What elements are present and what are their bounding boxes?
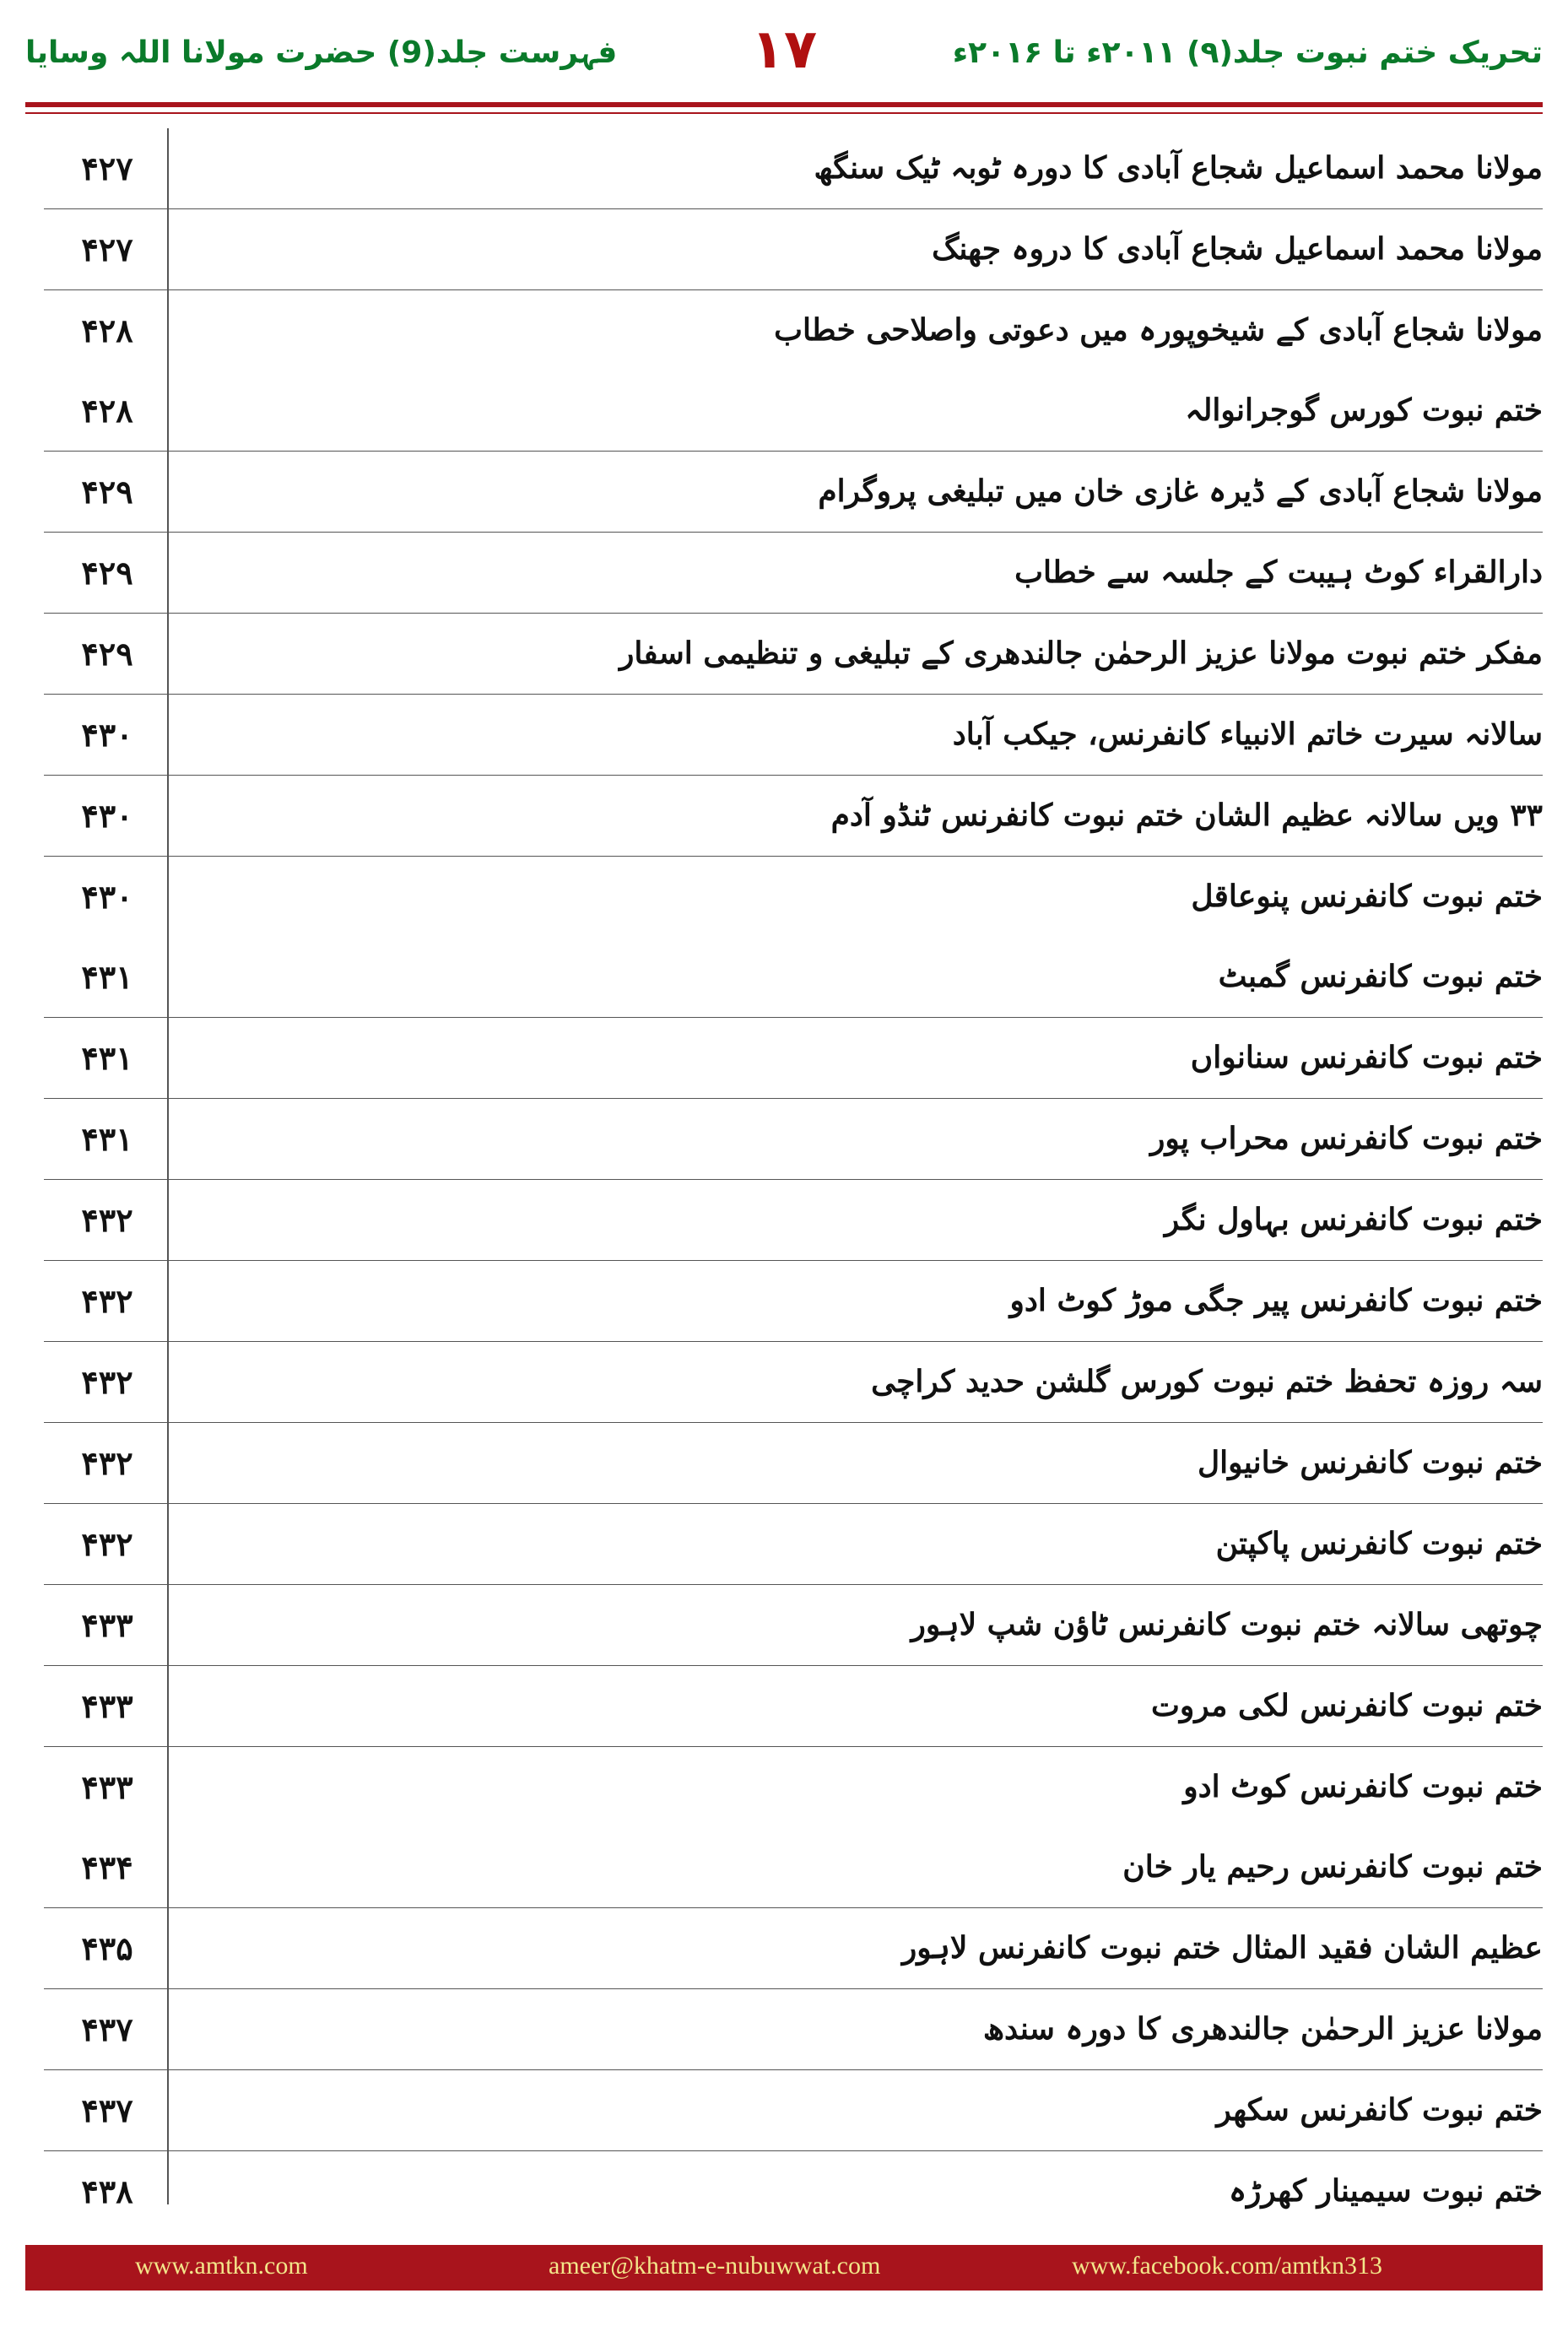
toc-row — [44, 1666, 1543, 1747]
toc-entry-page: ۴۲۸ — [81, 392, 133, 430]
toc-entry-title: ختم نبوت کانفرنس پاکپتن — [1215, 1526, 1543, 1561]
toc-row — [44, 1099, 1543, 1180]
toc-entry-title: ختم نبوت کانفرنس محراب پور — [1150, 1121, 1543, 1156]
toc-row — [44, 209, 1543, 290]
toc-entry-title: ختم نبوت کانفرنس لکی مروت — [1151, 1688, 1543, 1723]
toc-entry-page: ۴۳۱ — [81, 1039, 133, 1077]
toc-entry-page: ۴۳۴ — [81, 1848, 133, 1886]
toc-row — [44, 1747, 1543, 1827]
header-volume-info: فہرست جلد(9) حضرت مولانا اللہ وسایا — [25, 35, 618, 70]
toc-row — [44, 452, 1543, 533]
header-rule-thick — [25, 102, 1543, 107]
toc-entry-title: مولانا محمد اسماعیل شجاع آبادی کا دروہ جھنگ — [932, 231, 1543, 267]
footer-email-link[interactable]: ameer@khatm-e-nubuwwat.com — [549, 2252, 881, 2280]
toc-entry-page: ۴۲۹ — [81, 635, 133, 673]
toc-row — [44, 128, 1543, 209]
toc-entry-title: مولانا عزیز الرحمٰن جالندھری کا دورہ سندھ — [982, 2011, 1543, 2047]
header-rule-thin — [25, 112, 1543, 114]
toc-entry-title: ختم نبوت کانفرنس گمبٹ — [1218, 959, 1543, 994]
toc-row — [44, 290, 1543, 371]
toc-entry-page: ۴۳۳ — [81, 1768, 133, 1806]
toc-entry-page: ۴۳۱ — [81, 1120, 133, 1158]
toc-entry-page: ۴۳۰ — [81, 878, 133, 916]
toc-entry-title: ختم نبوت کانفرنس رحیم یار خان — [1122, 1849, 1543, 1885]
toc-entry-page: ۴۳۵ — [81, 1929, 133, 1967]
toc-entry-page: ۴۳۲ — [81, 1201, 133, 1239]
toc-entry-page: ۴۳۲ — [81, 1363, 133, 1401]
toc-entry-title: سالانہ سیرت خاتم الانبیاء کانفرنس، جیکب آباد — [952, 717, 1543, 752]
toc-entry-page: ۴۲۹ — [81, 473, 133, 511]
table-of-contents — [44, 128, 1543, 2231]
page-header — [0, 0, 1568, 105]
page-footer — [25, 2245, 1543, 2291]
toc-entry-title: ختم نبوت کانفرنس بہاول نگر — [1164, 1202, 1543, 1237]
toc-row — [44, 695, 1543, 776]
toc-row — [44, 1342, 1543, 1423]
toc-entry-title: ختم نبوت کانفرنس پیر جگی موڑ کوٹ ادو — [1009, 1283, 1543, 1318]
footer-website-link[interactable]: www.amtkn.com — [135, 2252, 308, 2280]
toc-row — [44, 1504, 1543, 1585]
toc-row — [44, 1261, 1543, 1342]
toc-row — [44, 1908, 1543, 1989]
toc-row — [44, 1018, 1543, 1099]
toc-row — [44, 857, 1543, 937]
toc-entry-title: ختم نبوت کانفرنس سکھر — [1216, 2092, 1543, 2128]
toc-row — [44, 937, 1543, 1018]
header-book-title: تحریک ختم نبوت جلد(۹) ۲۰۱۱ء تا ۲۰۱۶ء — [952, 35, 1543, 70]
toc-row — [44, 1989, 1543, 2070]
toc-row — [44, 1827, 1543, 1908]
page-number: ۱۷ — [750, 19, 818, 81]
toc-entry-title: عظیم الشان فقید المثال ختم نبوت کانفرنس لاہور — [901, 1930, 1543, 1966]
toc-entry-page: ۴۳۲ — [81, 1444, 133, 1482]
toc-entry-page: ۴۳۳ — [81, 1687, 133, 1725]
toc-entry-title: ختم نبوت سیمینار کھرڑہ — [1228, 2173, 1543, 2209]
toc-entry-title: ختم نبوت کانفرنس کوٹ ادو — [1183, 1769, 1543, 1804]
toc-entry-page: ۴۳۲ — [81, 1282, 133, 1320]
toc-row — [44, 2151, 1543, 2231]
toc-entry-title: ختم نبوت کانفرنس خانیوال — [1197, 1445, 1543, 1480]
toc-entry-page: ۴۳۱ — [81, 958, 133, 996]
toc-entry-title: سہ روزہ تحفظ ختم نبوت کورس گلشن حدید کراچی — [871, 1364, 1543, 1399]
toc-row — [44, 1180, 1543, 1261]
toc-entry-title: ۳۳ ویں سالانہ عظیم الشان ختم نبوت کانفرنس ٹنڈو آدم — [830, 798, 1543, 833]
toc-entry-title: ختم نبوت کورس گوجرانوالہ — [1185, 392, 1543, 428]
toc-entry-page: ۴۳۷ — [81, 2010, 133, 2048]
toc-entry-page: ۴۲۹ — [81, 554, 133, 592]
toc-row — [44, 371, 1543, 452]
toc-row — [44, 776, 1543, 857]
toc-entry-page: ۴۲۷ — [81, 230, 133, 268]
toc-entry-title: دارالقراء کوٹ ہیبت کے جلسہ سے خطاب — [1014, 554, 1543, 590]
toc-entry-page: ۴۳۰ — [81, 716, 133, 754]
footer-facebook-link[interactable]: www.facebook.com/amtkn313 — [1072, 2252, 1382, 2280]
toc-entry-title: مولانا شجاع آبادی کے ڈیرہ غازی خان میں تبلیغی پروگرام — [818, 473, 1543, 509]
toc-entry-page: ۴۳۲ — [81, 1525, 133, 1563]
toc-row — [44, 614, 1543, 695]
toc-entry-title: ختم نبوت کانفرنس پنوعاقل — [1191, 879, 1543, 914]
toc-entry-title: چوتھی سالانہ ختم نبوت کانفرنس ٹاؤن شپ لاہور — [911, 1607, 1543, 1642]
toc-entry-page: ۴۲۷ — [81, 149, 133, 187]
toc-row — [44, 1423, 1543, 1504]
toc-row — [44, 2070, 1543, 2151]
toc-entry-page: ۴۳۸ — [81, 2172, 133, 2210]
toc-row — [44, 1585, 1543, 1666]
toc-entry-page: ۴۳۳ — [81, 1606, 133, 1644]
toc-entry-title: مولانا شجاع آبادی کے شیخوپورہ میں دعوتی واصلاحی خطاب — [774, 312, 1543, 348]
toc-entry-page: ۴۲۸ — [81, 311, 133, 349]
toc-entry-page: ۴۳۷ — [81, 2091, 133, 2129]
toc-entry-title: مفکر ختم نبوت مولانا عزیز الرحمٰن جالندھری کے تبلیغی و تنظیمی اسفار — [619, 636, 1543, 671]
toc-row — [44, 533, 1543, 614]
toc-entry-title: مولانا محمد اسماعیل شجاع آبادی کا دورہ ٹوبہ ٹیک سنگھ — [814, 150, 1543, 186]
toc-entry-title: ختم نبوت کانفرنس سنانواں — [1190, 1040, 1543, 1075]
toc-entry-page: ۴۳۰ — [81, 797, 133, 835]
